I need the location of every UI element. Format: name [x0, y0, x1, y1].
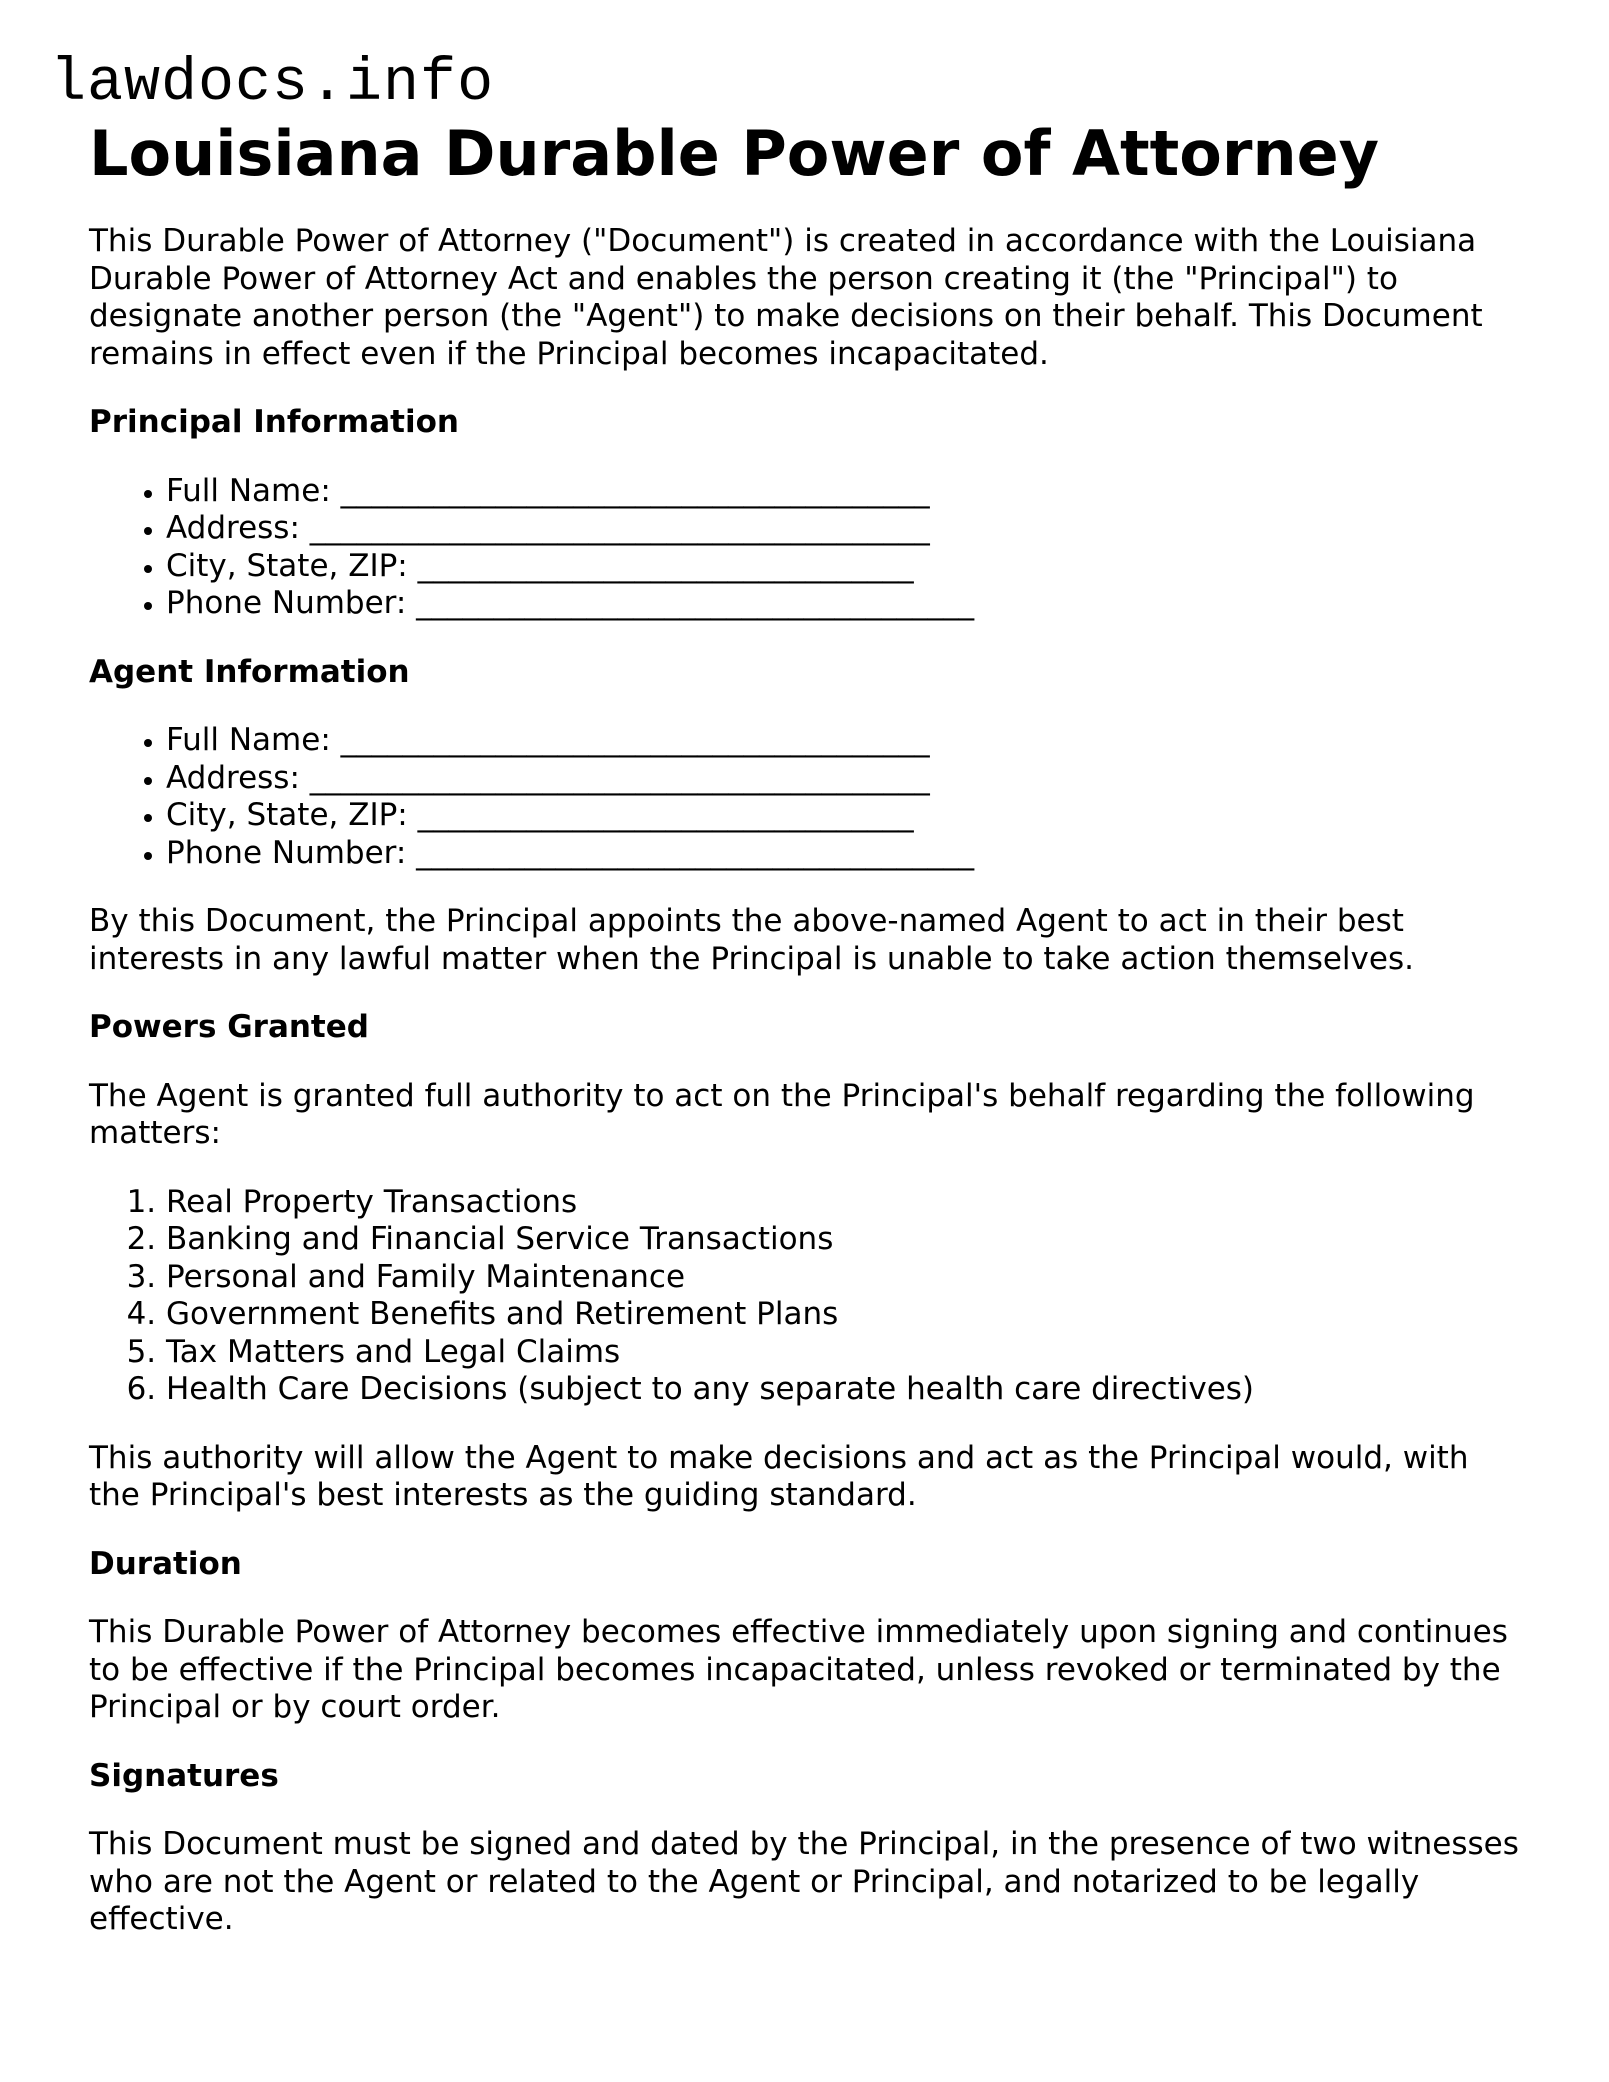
duration-paragraph: This Durable Power of Attorney becomes effective immediately upon signing and continues to be effective if the Principal becomes incapacitated, unless revoked or terminated by the Principal or by court order. [89, 1614, 1508, 1725]
site-watermark: lawdocs.info [50, 50, 495, 118]
power-item: 3. Personal and Family Maintenance [166, 1259, 1529, 1297]
agent-city-state-zip-field: • City, State, ZIP: ________________________________ [166, 797, 1529, 835]
principal-heading: Principal Information [89, 404, 459, 440]
appointment-paragraph: By this Document, the Principal appoints the above-named Agent to act in their best interests in any lawful matter when the Principal is unable to take action themselves. [89, 903, 1414, 977]
duration-heading: Duration [89, 1545, 242, 1582]
principal-phone-field: • Phone Number: ____________________________________ [166, 585, 1529, 623]
document-page [89, 114, 1529, 1939]
powers-list [89, 1184, 1529, 1409]
principal-address-field: • Address: ________________________________________ [166, 510, 1529, 548]
agent-address-field: • Address: ________________________________________ [166, 760, 1529, 798]
signatures-heading: Signatures [89, 1757, 279, 1794]
powers-closing-paragraph: This authority will allow the Agent to make decisions and act as the Principal would, with the Principal's best interests as the guiding standard. [89, 1439, 1469, 1513]
powers-heading: Powers Granted [89, 1009, 369, 1045]
agent-heading: Agent Information [89, 653, 410, 690]
agent-fields-list [89, 722, 1529, 872]
document-title: Louisiana Durable Power of Attorney [89, 117, 1380, 190]
power-item: 6. Health Care Decisions (subject to any separate health care directives) [166, 1371, 1529, 1409]
principal-city-state-zip-field: • City, State, ZIP: ________________________________ [166, 548, 1529, 586]
principal-fields-list [89, 473, 1529, 623]
powers-intro-paragraph: The Agent is granted full authority to act on the Principal's behalf regarding the following matters: [89, 1077, 1475, 1151]
intro-paragraph: This Durable Power of Attorney ("Document") is created in accordance with the Louisiana Durable Power of Attorney Act and enables the person creating it (the "Principal") to designate another person (the "Agent") to make decisions on their behalf. This Document remains in effect even if the Principal becomes incapacitated. [89, 223, 1483, 372]
signatures-paragraph: This Document must be signed and dated by the Principal, in the presence of two witnesses who are not the Agent or related to the Agent or Principal, and notarized to be legally effective. [89, 1826, 1519, 1937]
agent-full-name-field: • Full Name: ______________________________________ [166, 722, 1529, 760]
agent-phone-field: • Phone Number: ____________________________________ [166, 835, 1529, 873]
principal-full-name-field: • Full Name: ______________________________________ [166, 473, 1529, 511]
power-item: 5. Tax Matters and Legal Claims [166, 1334, 1529, 1372]
power-item: 4. Government Benefits and Retirement Plans [166, 1296, 1529, 1334]
power-item: 1. Real Property Transactions [166, 1184, 1529, 1222]
power-item: 2. Banking and Financial Service Transactions [166, 1221, 1529, 1259]
